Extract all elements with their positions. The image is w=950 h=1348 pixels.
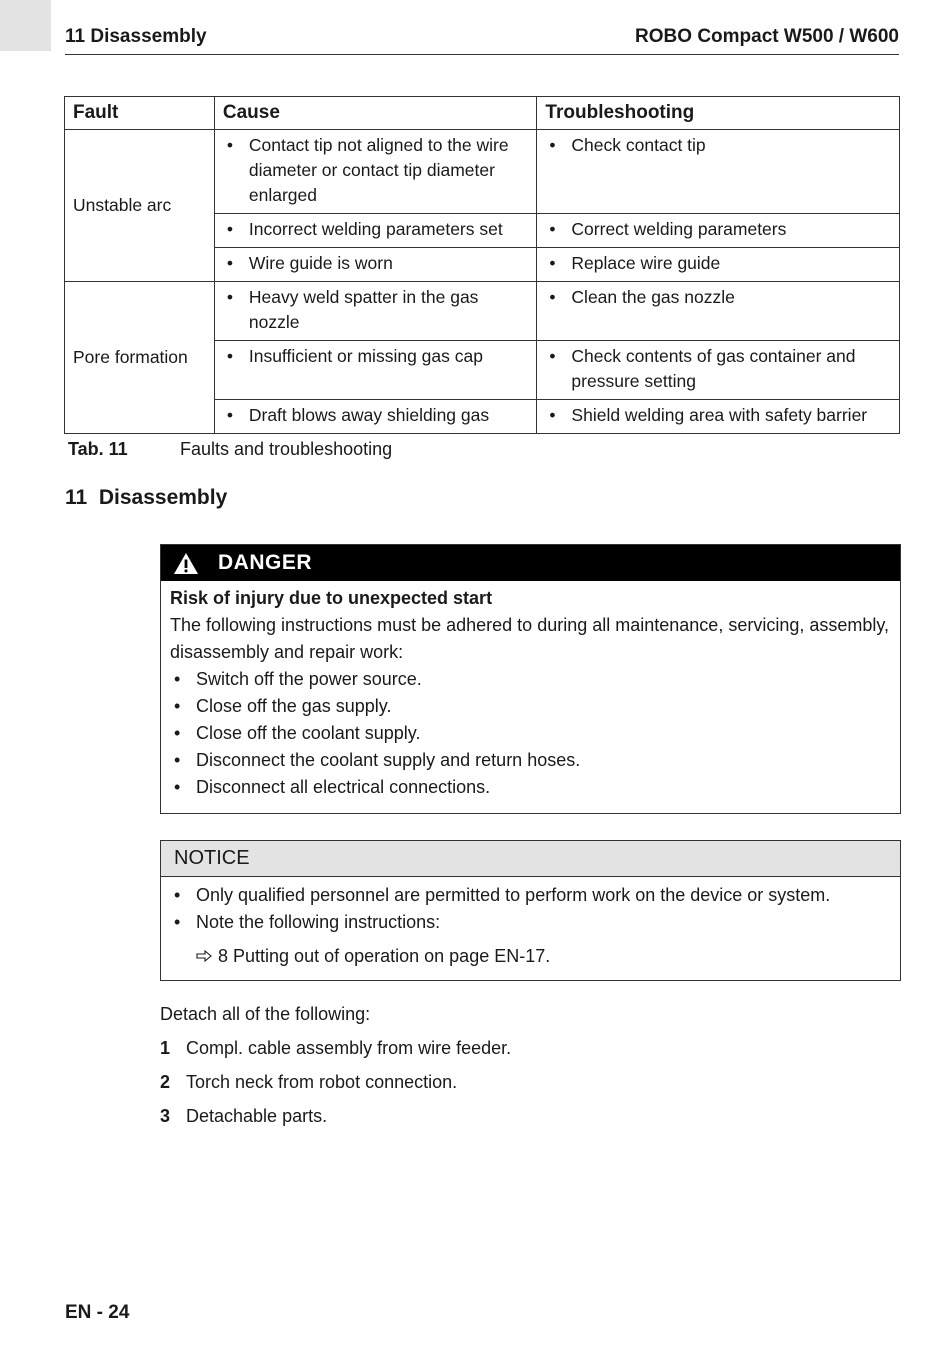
column-header-fault: Fault: [65, 97, 215, 130]
cause-cell: • Incorrect welding parameters set: [223, 217, 529, 242]
cross-reference-link[interactable]: [170, 943, 891, 970]
list-item: • Close off the gas supply.: [170, 693, 891, 720]
cross-reference-text: 8 Putting out of operation on page EN-17.: [218, 946, 551, 966]
list-item: [160, 1106, 511, 1140]
fix-cell: • Check contact tip: [545, 133, 891, 158]
header-section: 11 Disassembly: [65, 26, 207, 47]
step-number: 3: [160, 1106, 171, 1126]
danger-intro: The following instructions must be adhered to during all maintenance, servicing, assembly, disassembly and repair work:: [170, 615, 890, 662]
cause-cell: • Insufficient or missing gas cap: [223, 344, 529, 369]
fix-cell: • Correct welding parameters: [545, 217, 891, 242]
danger-label: DANGER: [218, 551, 313, 574]
cause-cell: • Contact tip not aligned to the wire diameter or contact tip diameter enlarged: [223, 133, 529, 208]
step-number: 1: [160, 1038, 171, 1058]
column-header-troubleshooting: Troubleshooting: [537, 97, 900, 130]
cause-cell: • Heavy weld spatter in the gas nozzle: [223, 285, 529, 335]
header-product: ROBO Compact W500 / W600: [635, 26, 899, 47]
table-caption: [68, 439, 392, 460]
page-header: [65, 26, 899, 55]
cause-cell: • Draft blows away shielding gas: [223, 403, 529, 428]
section-title: 11 Disassembly: [65, 486, 228, 509]
fix-cell: • Replace wire guide: [545, 251, 891, 276]
list-item: [160, 1072, 511, 1106]
step-list: [160, 1038, 511, 1140]
page-corner-tab: [0, 0, 51, 51]
fault-table: [64, 96, 900, 434]
table-header-row: [65, 97, 900, 130]
list-item: [160, 1038, 511, 1072]
table-row: [65, 130, 900, 214]
cause-cell: • Wire guide is worn: [223, 251, 529, 276]
arrow-right-icon: [196, 943, 218, 970]
step-number: 2: [160, 1072, 171, 1092]
detach-intro: Detach all of the following:: [160, 1004, 371, 1024]
list-item: • Close off the coolant supply.: [170, 720, 891, 747]
fault-cell: Unstable arc: [65, 130, 215, 282]
step-text: Torch neck from robot connection.: [186, 1072, 458, 1092]
notice-label: NOTICE: [174, 847, 250, 869]
page-number: EN - 24: [65, 1302, 130, 1323]
fault-cell: Pore formation: [65, 282, 215, 434]
list-item: • Note the following instructions:: [170, 909, 891, 936]
list-item: • Disconnect the coolant supply and return hoses.: [170, 747, 891, 774]
step-text: Detachable parts.: [186, 1106, 328, 1126]
list-item: • Disconnect all electrical connections.: [170, 774, 891, 801]
warning-triangle-icon: [173, 552, 199, 575]
fix-cell: • Check contents of gas container and pressure setting: [545, 344, 891, 394]
fix-cell: • Shield welding area with safety barrier: [545, 403, 891, 428]
step-text: Compl. cable assembly from wire feeder.: [186, 1038, 512, 1058]
danger-header: [161, 545, 900, 581]
list-item: • Switch off the power source.: [170, 666, 891, 693]
table-caption-number: Tab. 11: [68, 439, 128, 459]
table-caption-text: Faults and troubleshooting: [180, 439, 393, 459]
list-item: • Only qualified personnel are permitted to perform work on the device or system.: [170, 882, 891, 909]
notice-box: [160, 840, 901, 981]
danger-risk: Risk of injury due to unexpected start: [170, 588, 493, 608]
fix-cell: • Clean the gas nozzle: [545, 285, 891, 310]
notice-header: [161, 841, 900, 877]
column-header-cause: Cause: [214, 97, 537, 130]
danger-box: [160, 544, 901, 814]
table-row: [65, 282, 900, 341]
